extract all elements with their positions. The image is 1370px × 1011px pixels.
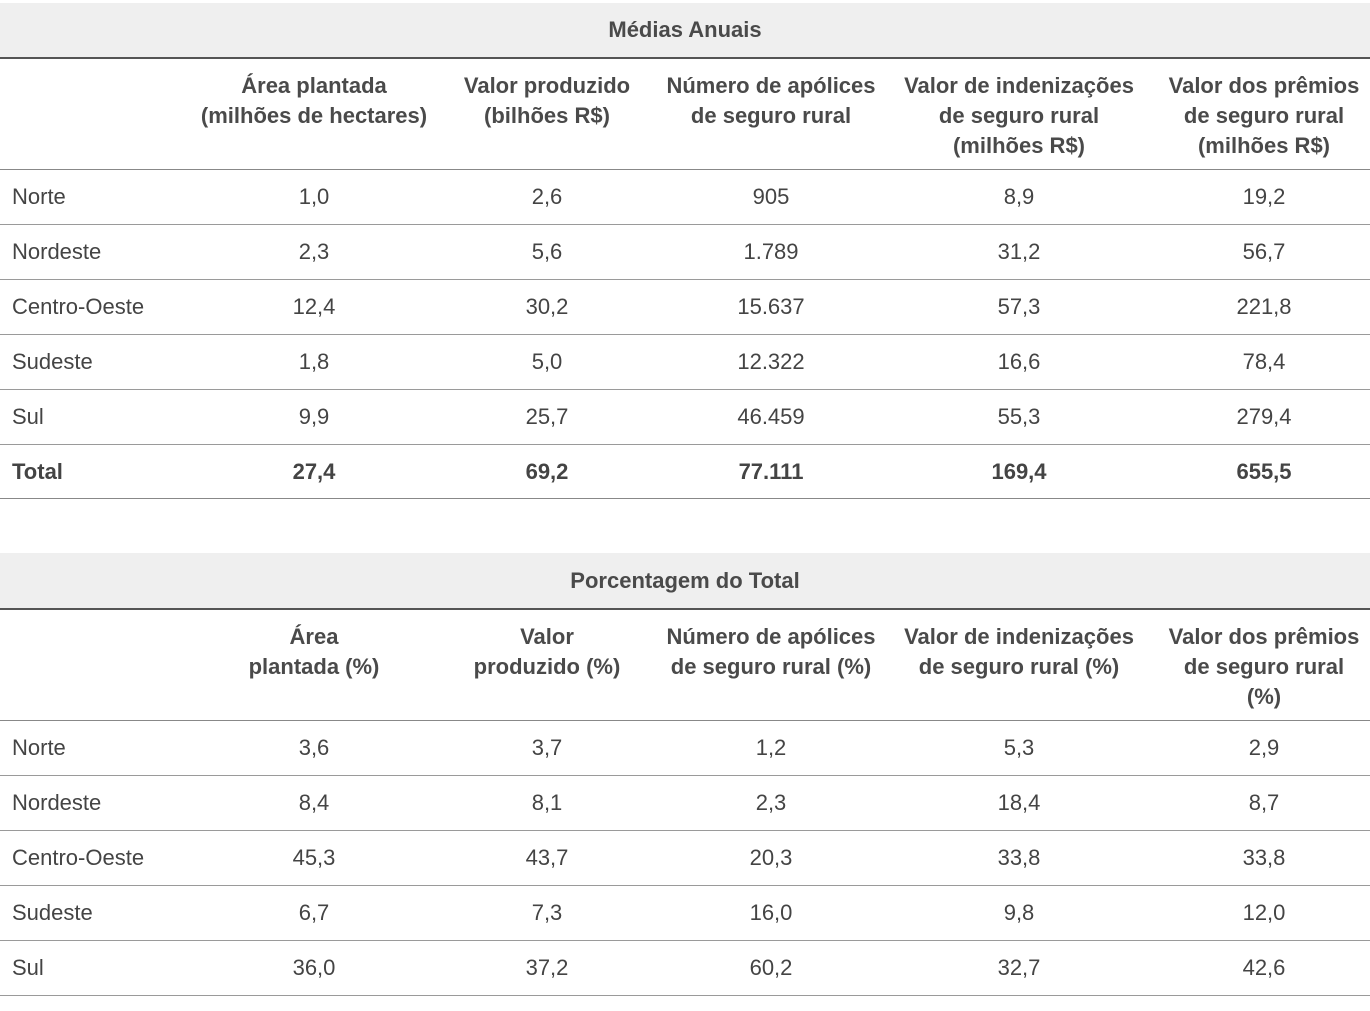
table-row: [0, 390, 1370, 445]
cell: 8,7: [1158, 776, 1370, 831]
header-indemnities: Valor de indenizações de seguro rural (milhões R$): [880, 59, 1158, 170]
header-value: Valor produzido (bilhões R$): [432, 59, 662, 170]
cell: 12,0: [1158, 886, 1370, 941]
cell: 1,0: [196, 170, 432, 225]
cell: 279,4: [1158, 390, 1370, 445]
cell: 56,7: [1158, 225, 1370, 280]
cell: 55,3: [880, 390, 1158, 445]
cell: 78,4: [1158, 335, 1370, 390]
cell: 43,7: [432, 831, 662, 886]
cell: 8,4: [196, 776, 432, 831]
cell: 5,0: [432, 335, 662, 390]
percent-of-total-table: [0, 610, 1370, 996]
table-row: [0, 280, 1370, 335]
total-cell: 655,5: [1158, 445, 1370, 499]
cell: 37,2: [432, 941, 662, 996]
total-cell: 69,2: [432, 445, 662, 499]
table-row: [0, 225, 1370, 280]
total-label: Total: [0, 445, 196, 499]
row-label: Sul: [0, 941, 196, 996]
cell: 3,7: [432, 721, 662, 776]
cell: 31,2: [880, 225, 1158, 280]
cell: 46.459: [662, 390, 880, 445]
table-row: [0, 831, 1370, 886]
cell: 36,0: [196, 941, 432, 996]
total-cell: 27,4: [196, 445, 432, 499]
table-row: [0, 941, 1370, 996]
cell: 3,6: [196, 721, 432, 776]
cell: 42,6: [1158, 941, 1370, 996]
row-label: Norte: [0, 170, 196, 225]
cell: 33,8: [880, 831, 1158, 886]
annual-averages-title: Médias Anuais: [0, 3, 1370, 59]
row-label: Sudeste: [0, 886, 196, 941]
percent-of-total-title: Porcentagem do Total: [0, 553, 1370, 610]
table-row: [0, 776, 1370, 831]
cell: 2,3: [662, 776, 880, 831]
total-row: [0, 445, 1370, 499]
table-row: [0, 170, 1370, 225]
cell: 8,1: [432, 776, 662, 831]
cell: 30,2: [432, 280, 662, 335]
total-cell: 169,4: [880, 445, 1158, 499]
table-row: [0, 335, 1370, 390]
table-row: [0, 886, 1370, 941]
header-region: [0, 59, 196, 170]
cell: 12,4: [196, 280, 432, 335]
cell: 5,6: [432, 225, 662, 280]
cell: 16,6: [880, 335, 1158, 390]
row-label: Norte: [0, 721, 196, 776]
header-row: [0, 59, 1370, 170]
cell: 6,7: [196, 886, 432, 941]
cell: 32,7: [880, 941, 1158, 996]
row-label: Centro-Oeste: [0, 831, 196, 886]
row-label: Nordeste: [0, 225, 196, 280]
cell: 20,3: [662, 831, 880, 886]
header-policies: Número de apólices de seguro rural (%): [662, 610, 880, 721]
cell: 19,2: [1158, 170, 1370, 225]
header-region: [0, 610, 196, 721]
cell: 905: [662, 170, 880, 225]
cell: 1,8: [196, 335, 432, 390]
cell: 33,8: [1158, 831, 1370, 886]
header-premiums: Valor dos prêmios de seguro rural (milhões R$): [1158, 59, 1370, 170]
cell: 57,3: [880, 280, 1158, 335]
cell: 5,3: [880, 721, 1158, 776]
cell: 9,8: [880, 886, 1158, 941]
cell: 18,4: [880, 776, 1158, 831]
cell: 8,9: [880, 170, 1158, 225]
cell: 9,9: [196, 390, 432, 445]
cell: 2,3: [196, 225, 432, 280]
row-label: Nordeste: [0, 776, 196, 831]
header-area: Área plantada (%): [196, 610, 432, 721]
header-premiums: Valor dos prêmios de seguro rural (%): [1158, 610, 1370, 721]
cell: 15.637: [662, 280, 880, 335]
cell: 16,0: [662, 886, 880, 941]
cell: 25,7: [432, 390, 662, 445]
cell: 1.789: [662, 225, 880, 280]
header-row: [0, 610, 1370, 721]
row-label: Sudeste: [0, 335, 196, 390]
cell: 221,8: [1158, 280, 1370, 335]
cell: 45,3: [196, 831, 432, 886]
header-area: Área plantada (milhões de hectares): [196, 59, 432, 170]
row-label: Centro-Oeste: [0, 280, 196, 335]
cell: 2,9: [1158, 721, 1370, 776]
cell: 12.322: [662, 335, 880, 390]
total-cell: 77.111: [662, 445, 880, 499]
percent-of-total-section: [0, 550, 1370, 996]
annual-averages-section: [0, 0, 1370, 499]
cell: 1,2: [662, 721, 880, 776]
annual-averages-table: [0, 59, 1370, 499]
header-value: Valor produzido (%): [432, 610, 662, 721]
row-label: Sul: [0, 390, 196, 445]
cell: 7,3: [432, 886, 662, 941]
cell: 60,2: [662, 941, 880, 996]
header-indemnities: Valor de indenizações de seguro rural (%): [880, 610, 1158, 721]
cell: 2,6: [432, 170, 662, 225]
table-row: [0, 721, 1370, 776]
header-policies: Número de apólices de seguro rural: [662, 59, 880, 170]
